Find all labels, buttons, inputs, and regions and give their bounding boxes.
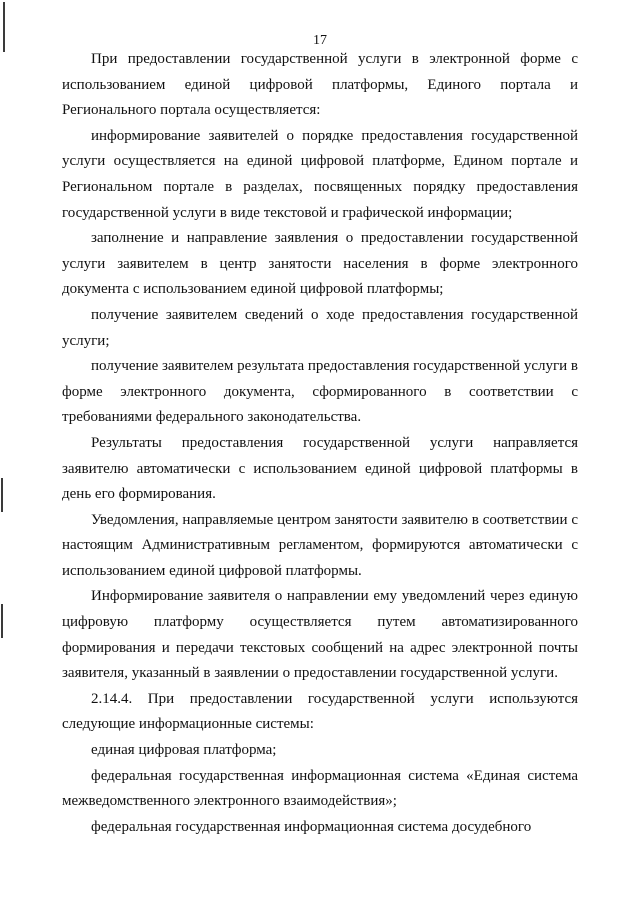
paragraph: информирование заявителей о порядке предоставления государственной услуги осуществляется на единой цифровой платформе, Едином портале и Региональном портале в разделах, посвященных порядку предоставления государственной услуги в виде текстовой и графической информации;	[62, 127, 578, 221]
paragraph: Результаты предоставления государственной услуги направляется заявителю автоматически с использованием единой цифровой платформы в день его формирования.	[62, 434, 578, 503]
paragraph: федеральная государственная информационная система «Единая система межведомственного электронного взаимодействия»;	[62, 767, 578, 810]
paragraph: федеральная государственная информационная система досудебного	[91, 818, 532, 835]
paragraph: Уведомления, направляемые центром занятости заявителю в соответствии с настоящим Административным регламентом, формируются автоматически с использованием единой цифровой платформы.	[62, 511, 578, 579]
paragraph: заполнение и направление заявления о предоставлении государственной услуги заявителем в центр занятости населения в форме электронного документа с использованием единой цифровой платформы;	[62, 230, 578, 298]
scan-edge-mark-middle	[1, 478, 3, 512]
paragraph: При предоставлении государственной услуги в электронной форме с использованием единой цифровой платформы, Единого портала и Регионального портала осуществляется:	[62, 51, 578, 119]
document-body	[62, 47, 578, 840]
paragraph: единая цифровая платформа;	[91, 742, 277, 759]
paragraph: 2.14.4. При предоставлении государственной услуги используются следующие информационные системы:	[62, 690, 578, 733]
paragraph: получение заявителем результата предоставления государственной услуги в форме электронного документа, сформированного в соответствии с требованиями федерального законодательства.	[62, 358, 578, 426]
scan-edge-mark-lower	[1, 604, 3, 638]
page-number: 17	[313, 33, 327, 48]
paragraph: получение заявителем сведений о ходе предоставления государственной услуги;	[62, 306, 578, 349]
paragraph: Информирование заявителя о направлении ему уведомлений через единую цифровую платформу осуществляется путем автоматизированного формирования и передачи текстовых сообщений на адрес электронной почты заявителя, указанный в заявлении о предоставлении государственной услуги.	[62, 588, 578, 682]
